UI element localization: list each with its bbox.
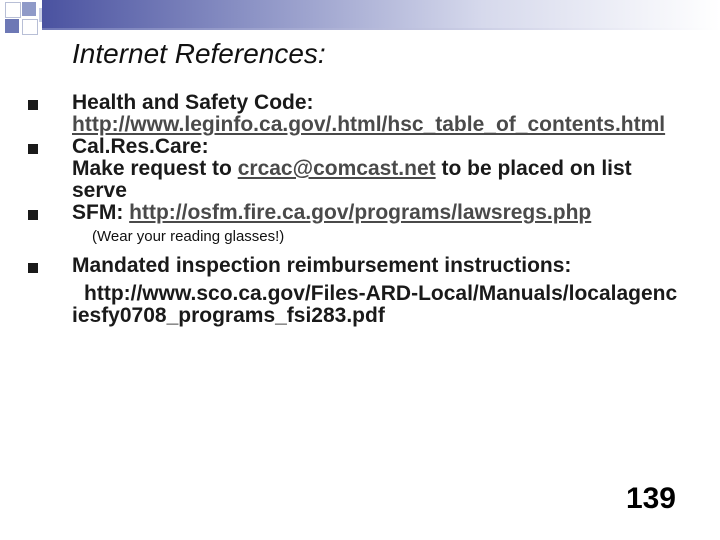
page-number: 139 — [625, 482, 676, 515]
request-text: Make request to — [72, 157, 238, 180]
email-link[interactable]: crcac@comcast.net — [237, 157, 436, 180]
bullet-icon — [28, 144, 38, 154]
item-text — [72, 158, 680, 202]
item-label: Health and Safety Code: — [72, 91, 314, 114]
item-label: Mandated inspection reimbursement instructions: — [72, 254, 572, 277]
decor-square — [22, 19, 38, 35]
sfm-link[interactable]: http://osfm.fire.ca.gov/programs/lawsregs.php — [129, 201, 592, 224]
list-item-mandated-inspection — [0, 255, 720, 327]
reimbursement-url-text: http://www.sco.ca.gov/Files-ARD-Local/Manuals/localagenciesfy0708_programs_fsi283.pdf — [72, 282, 678, 327]
decor-square — [22, 2, 36, 16]
bullet-icon — [28, 263, 38, 273]
item-label: Cal.Res.Care: — [72, 135, 209, 158]
list-item-cal-res-care — [0, 136, 720, 202]
reference-list — [0, 92, 720, 327]
header-divider — [42, 28, 720, 30]
list-serve-text: to be placed on list serve — [72, 157, 632, 202]
decor-square — [5, 2, 21, 18]
bullet-icon — [28, 100, 38, 110]
slide-title: Internet References: — [72, 38, 326, 69]
health-safety-code-link[interactable]: http://www.leginfo.ca.gov/.html/hsc_table_of_contents.html — [72, 113, 666, 136]
note-text: (Wear your reading glasses!) — [92, 228, 285, 245]
bullet-icon — [28, 210, 38, 220]
decor-square — [5, 19, 19, 33]
list-item-health-safety-code — [0, 92, 720, 136]
item-label: SFM: — [72, 201, 130, 224]
list-item-sfm — [0, 202, 720, 224]
header-gradient-band — [42, 0, 720, 28]
